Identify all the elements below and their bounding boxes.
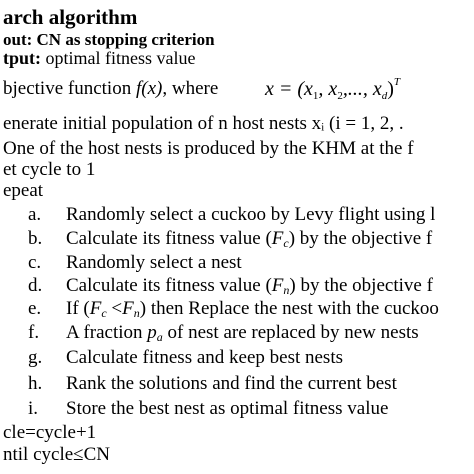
input-label: out: <box>3 30 33 49</box>
step-label: g. <box>28 347 43 368</box>
formula-sub-1: 1 <box>312 90 319 102</box>
step-c <box>0 253 474 275</box>
formula-sub-2: 2 <box>337 90 343 102</box>
formula-end: ) <box>387 78 394 100</box>
khm-line: One of the host nests is produced by the KHM at the f <box>3 138 414 159</box>
output-text: optimal fitness value <box>45 48 196 68</box>
formula-mid-2: ,..., x <box>342 78 382 100</box>
step-label: h. <box>28 373 43 394</box>
step-text: Randomly select a nest <box>66 252 242 273</box>
step-text: Calculate its fitness value $(F_n)$ by the objective f <box>66 275 433 297</box>
objective-func: f(x) <box>135 78 163 99</box>
step-text: Calculate fitness and keep best nests <box>66 347 344 368</box>
objective-prefix: bjective function <box>3 78 136 99</box>
input-line <box>3 31 215 48</box>
step-d <box>0 276 474 298</box>
step-a <box>0 205 474 227</box>
step-text: Rank the solutions and find the current best <box>66 373 397 394</box>
step-b <box>0 229 474 251</box>
output-line <box>3 49 195 67</box>
step-g <box>0 348 474 370</box>
generate-line: enerate initial population of n host nests xᵢ (i = 1, 2, . <box>3 113 404 134</box>
repeat-line: epeat <box>3 180 44 201</box>
step-label: d. <box>28 275 43 296</box>
objective-where: , where <box>162 78 219 99</box>
step-e <box>0 299 474 321</box>
formula-sup-t: T <box>393 76 400 88</box>
step-label: i. <box>28 398 39 419</box>
step-label: f. <box>28 322 40 343</box>
step-f <box>0 323 474 345</box>
formula-sub-d: d <box>381 90 388 102</box>
step-h <box>0 374 474 396</box>
output-label: tput: <box>3 48 42 68</box>
step-text: If $(F_c <F_n)$ then Replace the nest with the cuckoo <box>66 298 439 320</box>
step-text: Randomly select a cuckoo by Levy flight using l <box>66 204 436 225</box>
step-text: Store the best nest as optimal fitness value <box>66 398 389 419</box>
input-text: CN as stopping criterion <box>36 30 215 49</box>
cycle-init-line: et cycle to 1 <box>3 159 96 180</box>
step-text: A fraction $p_a$ of nest are replaced by new nests <box>66 322 419 344</box>
step-label: a. <box>28 204 42 225</box>
step-i <box>0 399 474 421</box>
step-label: c. <box>28 252 42 273</box>
algorithm-title: arch algorithm <box>3 5 138 29</box>
step-text: Calculate its fitness value $(F_c)$ by the objective f <box>66 228 433 250</box>
cycle-increment-line: cle=cycle+1 <box>3 422 97 443</box>
step-label: b. <box>28 228 43 249</box>
objective-line <box>3 79 218 98</box>
formula-mid-1: , x <box>318 78 338 100</box>
until-line: ntil cycle≤CN <box>3 444 110 465</box>
step-label: e. <box>28 298 42 319</box>
formula-lhs: x = (x <box>265 78 313 100</box>
objective-formula <box>265 77 400 102</box>
